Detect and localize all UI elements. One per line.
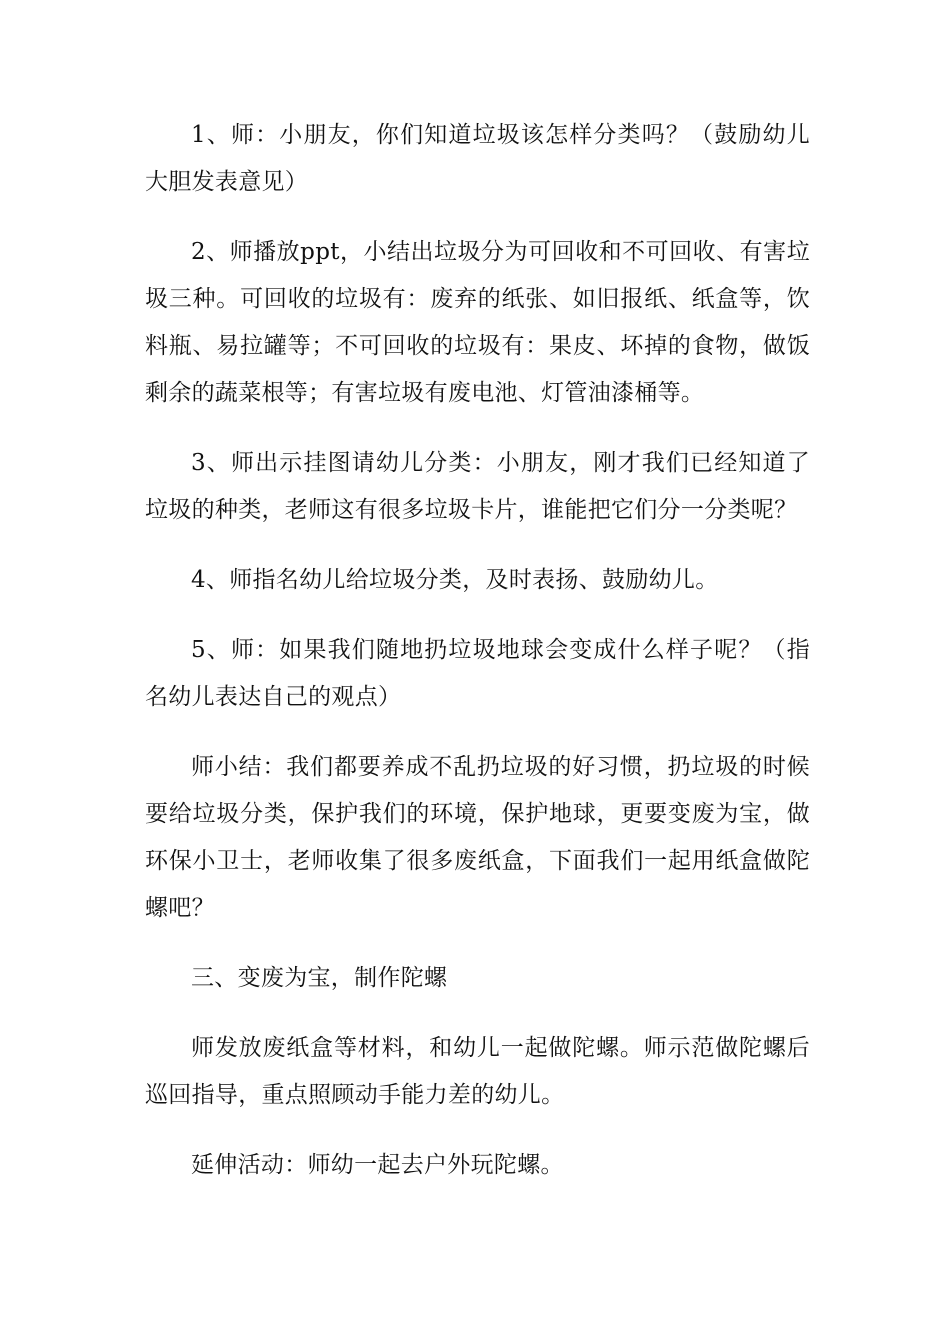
section-heading: 三、变废为宝，制作陀螺 bbox=[191, 965, 448, 991]
paragraph-step-1: 1、师：小朋友，你们知道垃圾该怎样分类吗？（鼓励幼儿大胆发表意见） bbox=[145, 122, 810, 195]
paragraph-step-4: 4、师指名幼儿给垃圾分类，及时表扬、鼓励幼儿。 bbox=[191, 567, 719, 593]
paragraph-step-5: 5、师：如果我们随地扔垃圾地球会变成什么样子呢？（指名幼儿表达自己的观点） bbox=[145, 637, 810, 710]
document-body bbox=[145, 112, 810, 1212]
paragraph-making: 师发放废纸盒等材料，和幼儿一起做陀螺。师示范做陀螺后巡回指导，重点照顾动手能力差的幼儿。 bbox=[145, 1035, 810, 1108]
paragraph-step-3: 3、师出示挂图请幼儿分类：小朋友，刚才我们已经知道了垃圾的种类，老师这有很多垃圾卡片，谁能把它们分一分类呢？ bbox=[145, 450, 810, 523]
paragraph-summary: 师小结：我们都要养成不乱扔垃圾的好习惯，扔垃圾的时候要给垃圾分类，保护我们的环境，保护地球，更要变废为宝，做环保小卫士，老师收集了很多废纸盒，下面我们一起用纸盒做陀螺吧？ bbox=[145, 754, 810, 921]
paragraph-step-2: 2、师播放ppt，小结出垃圾分为可回收和不可回收、有害垃圾三种。可回收的垃圾有：废弃的纸张、如旧报纸、纸盒等，饮料瓶、易拉罐等；不可回收的垃圾有：果皮、坏掉的食物，做饭剩余的蔬菜根等；有害垃圾有废电池、灯管油漆桶等。 bbox=[145, 239, 810, 406]
paragraph-extension: 延伸活动：师幼一起去户外玩陀螺。 bbox=[191, 1152, 564, 1178]
